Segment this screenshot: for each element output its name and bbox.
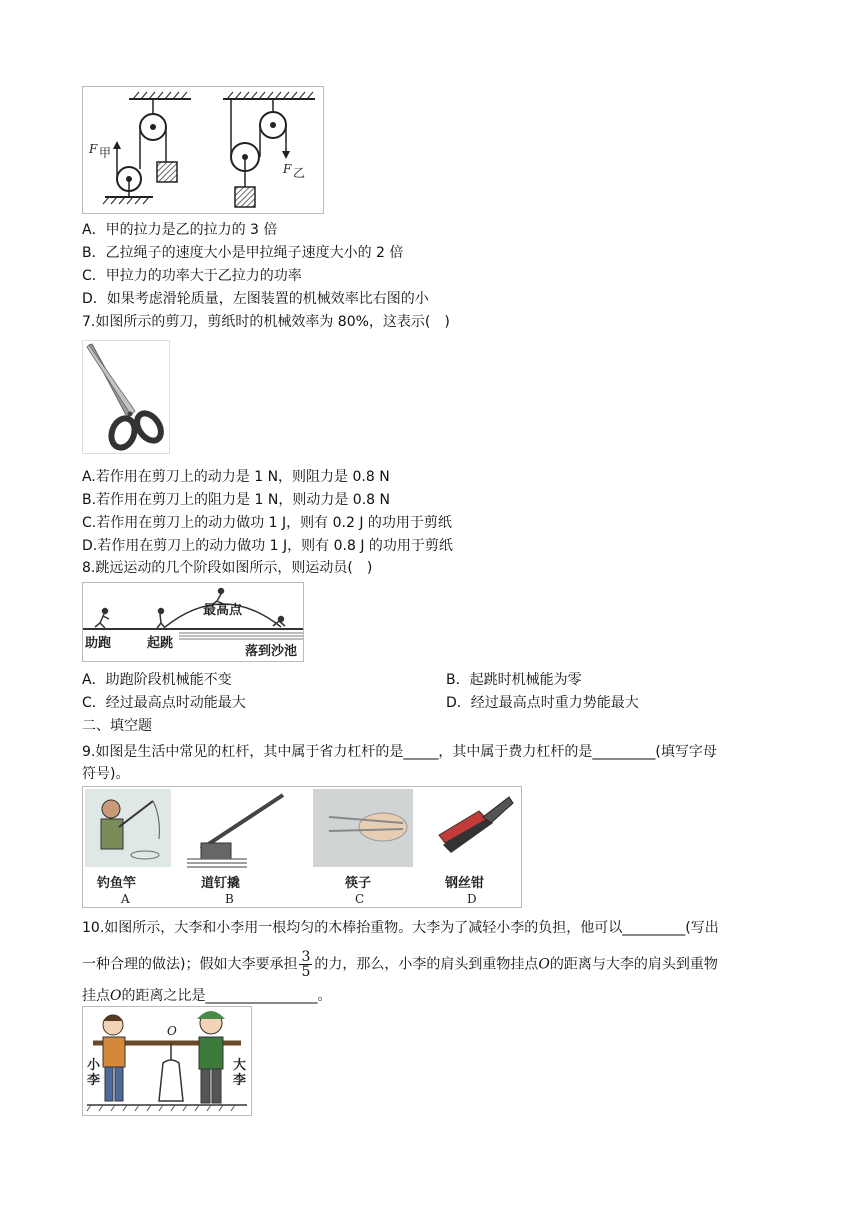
q6-option-a: A．甲的拉力是乙的拉力的 3 倍 (82, 222, 278, 238)
point-o: O (538, 956, 550, 973)
svg-text:甲: 甲 (99, 146, 112, 160)
svg-text:F: F (283, 162, 292, 176)
scissors-figure (82, 340, 170, 454)
q8-option-b: B．起跳时机械能为零 (446, 672, 582, 688)
tool-d-name: 钢丝钳 (445, 876, 485, 891)
jump-label: 起跳 (147, 636, 174, 651)
big-li-label: 大李 (233, 1058, 247, 1088)
q10-line3: 挂点O的距离之比是________________。 (82, 988, 332, 1004)
tool-d-letter: D (467, 892, 477, 906)
point-o: O (110, 988, 122, 1004)
q10-line2: 一种合理的做法)；假如大李要承担 $\frac{3}{5}$ 的力，那么，小李的肩头到重物挂点O的距离与大李的肩头到重物 (82, 949, 718, 980)
run-label: 助跑 (85, 636, 112, 651)
q8-option-a: A．助跑阶段机械能不变 (82, 672, 232, 688)
tool-b-name: 道钉撬 (201, 876, 241, 891)
q9-line1: 9.如图是生活中常见的杠杆，其中属于省力杠杆的是_____，其中属于费力杠杆的是_________(填写字母 (82, 744, 717, 760)
q9-line2: 符号)。 (82, 766, 130, 782)
fraction: $\frac{3}{5}$ (301, 949, 311, 980)
q8-stem: 8.跳远运动的几个阶段如图所示，则运动员( ) (82, 560, 373, 576)
q7-option-c: C.若作用在剪刀上的动力做功 1 J，则有 0.2 J 的功用于剪纸 (82, 515, 452, 531)
tool-b-letter: B (225, 892, 234, 906)
q7-stem: 7.如图所示的剪刀，剪纸时的机械效率为 80%，这表示( ) (82, 314, 450, 330)
q7-option-b: B.若作用在剪刀上的阻力是 1 N，则动力是 0.8 N (82, 492, 390, 508)
q7-option-a: A.若作用在剪刀上的动力是 1 N，则阻力是 0.8 N (82, 469, 390, 485)
tool-c-name: 筷子 (345, 876, 372, 891)
q10-line1: 10.如图所示，大李和小李用一根均匀的木棒抬重物。大李为了减轻小李的负担，他可以_________(写出 (82, 920, 719, 936)
levers-figure (82, 786, 522, 908)
tool-a-letter: A (121, 892, 130, 906)
q8-option-d: D．经过最高点时重力势能最大 (446, 695, 639, 711)
q6-option-c: C．甲拉力的功率大于乙拉力的功率 (82, 268, 302, 284)
land-label: 落到沙池 (245, 644, 298, 659)
tool-a-name: 钓鱼竿 (97, 876, 137, 891)
tool-c-letter: C (355, 892, 365, 906)
carrying-figure (82, 1006, 252, 1116)
q6-option-d: D．如果考虑滑轮质量，左图装置的机械效率比右图的小 (82, 291, 429, 307)
q8-option-c: C．经过最高点时动能最大 (82, 695, 246, 711)
section-title: 二、填空题 (82, 718, 152, 734)
point-o-label: O (167, 1024, 177, 1038)
q6-option-b: B．乙拉绳子的速度大小是甲拉绳子速度大小的 2 倍 (82, 245, 404, 261)
svg-text:F: F (89, 142, 98, 156)
top-label: 最高点 (203, 603, 243, 618)
q7-option-d: D.若作用在剪刀上的动力做功 1 J，则有 0.8 J 的功用于剪纸 (82, 538, 453, 554)
svg-text:乙: 乙 (293, 166, 306, 180)
pulley-figure (82, 86, 324, 214)
long-jump-figure (82, 582, 304, 662)
small-li-label: 小李 (87, 1058, 101, 1088)
